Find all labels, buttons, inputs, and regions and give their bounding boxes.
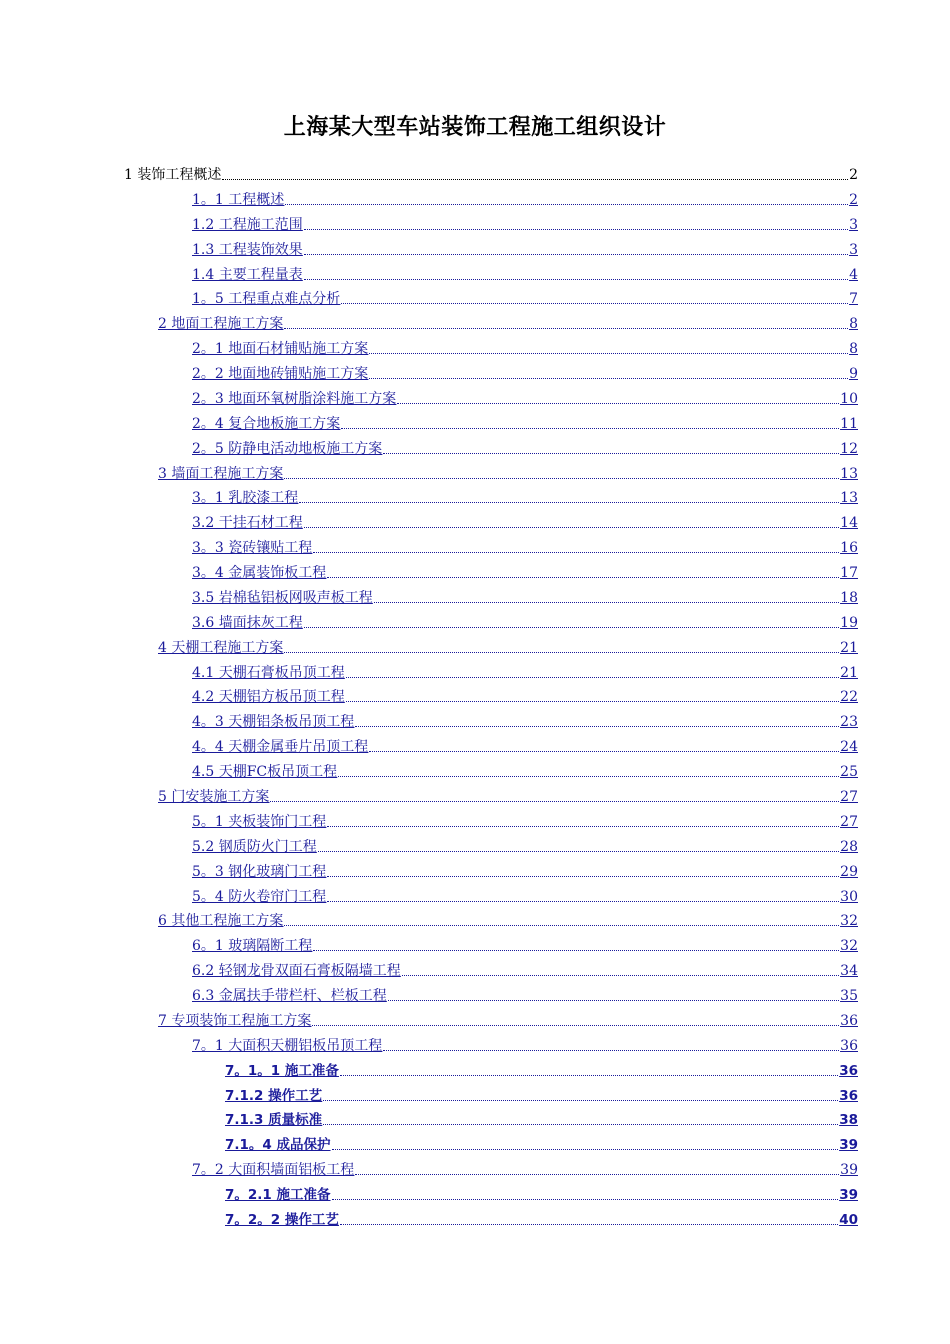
toc-entry-label: 7.1.3 质量标准	[225, 1112, 323, 1129]
toc-entry-label: 4。3 天棚铝条板吊顶工程	[192, 714, 355, 731]
toc-dot-leader	[341, 303, 848, 304]
toc-dot-leader	[369, 378, 848, 379]
toc-entry-page: 16	[840, 540, 858, 557]
toc-entry[interactable]	[158, 635, 858, 657]
toc-entry-page: 36	[840, 1037, 858, 1054]
toc-entry-page: 4	[849, 266, 858, 283]
toc-entry-label: 5.2 钢质防火门工程	[192, 838, 317, 855]
toc-entry[interactable]	[225, 1107, 858, 1129]
toc-entry-page: 22	[840, 689, 858, 706]
toc-entry-label: 7.1。4 成品保护	[225, 1137, 331, 1154]
toc-dot-leader	[284, 478, 839, 479]
toc-entry-label: 2。4 复合地板施工方案	[192, 415, 341, 432]
toc-entry[interactable]	[192, 535, 858, 557]
toc-entry-label: 2。2 地面地砖铺贴施工方案	[192, 366, 369, 383]
toc-entry-label: 4.1 天棚石膏板吊顶工程	[192, 664, 345, 681]
toc-entry-page: 13	[840, 465, 858, 482]
toc-entry[interactable]	[158, 908, 858, 930]
toc-entry-label: 1.3 工程装饰效果	[192, 241, 303, 258]
toc-dot-leader	[346, 677, 839, 678]
toc-entry-page: 24	[840, 739, 858, 756]
toc-dot-leader	[340, 1075, 838, 1076]
toc-entry-label: 7。2.1 施工准备	[225, 1187, 331, 1204]
toc-entry-label: 7.1.2 操作工艺	[225, 1087, 323, 1104]
toc-entry-page: 3	[849, 216, 858, 233]
toc-entry-label: 3.2 干挂石材工程	[192, 515, 303, 532]
toc-entry-page: 10	[840, 390, 858, 407]
toc-entry[interactable]	[192, 859, 858, 881]
toc-entry[interactable]	[192, 660, 858, 682]
document-title: 上海某大型车站装饰工程施工组织设计	[283, 115, 667, 140]
toc-entry[interactable]	[225, 1182, 858, 1204]
toc-entry-label: 2。5 防静电活动地板施工方案	[192, 440, 383, 457]
toc-entry[interactable]	[192, 386, 858, 408]
toc-dot-leader	[304, 527, 839, 528]
toc-dot-leader	[383, 1050, 839, 1051]
toc-dot-leader	[327, 577, 839, 578]
toc-dot-leader	[397, 403, 839, 404]
toc-entry-label: 7。1。1 施工准备	[225, 1062, 339, 1079]
toc-entry-label: 1 装饰工程概述	[124, 167, 222, 183]
toc-entry[interactable]	[192, 336, 858, 358]
toc-entry[interactable]	[192, 884, 858, 906]
toc-entry-page: 27	[840, 813, 858, 830]
toc-entry-label: 7。1 大面积天棚铝板吊顶工程	[192, 1037, 383, 1054]
toc-dot-leader	[355, 726, 839, 727]
toc-entry-label: 7。2。2 操作工艺	[225, 1211, 339, 1228]
toc-entry-label: 6.2 轻钢龙骨双面石膏板隔墙工程	[192, 963, 401, 980]
toc-entry-label: 6。1 玻璃隔断工程	[192, 938, 313, 955]
toc-entry[interactable]	[158, 1008, 858, 1030]
toc-dot-leader	[332, 1149, 839, 1150]
toc-entry-label: 6 其他工程施工方案	[158, 913, 284, 930]
toc-entry[interactable]	[225, 1058, 858, 1080]
toc-entry-page: 34	[840, 963, 858, 980]
toc-entry-label: 3。3 瓷砖镶贴工程	[192, 540, 313, 557]
toc-entry[interactable]	[192, 361, 858, 383]
toc-dot-leader	[284, 925, 839, 926]
toc-entry-page: 19	[840, 614, 858, 631]
toc-entry-label: 2。3 地面环氧树脂涂料施工方案	[192, 390, 397, 407]
toc-entry-label: 7。2 大面积墙面铝板工程	[192, 1162, 355, 1179]
toc-dot-leader	[374, 602, 839, 603]
toc-entry-page: 11	[840, 415, 858, 432]
toc-entry[interactable]	[192, 411, 858, 433]
toc-entry[interactable]	[192, 958, 858, 980]
toc-entry-page: 28	[840, 838, 858, 855]
toc-entry-page: 40	[839, 1211, 858, 1228]
toc-dot-leader	[327, 876, 839, 877]
toc-entry[interactable]	[192, 1033, 858, 1055]
toc-entry-page: 12	[840, 440, 858, 457]
toc-entry-page: 7	[849, 291, 858, 308]
toc-dot-leader	[313, 552, 839, 553]
toc-entry-page: 30	[840, 888, 858, 905]
toc-entry-label: 3.5 岩棉毡铝板网吸声板工程	[192, 589, 373, 606]
toc-entry[interactable]	[158, 311, 858, 333]
toc-dot-leader	[270, 801, 839, 802]
toc-entry-page: 36	[839, 1062, 858, 1079]
toc-dot-leader	[304, 279, 848, 280]
toc-entry[interactable]	[192, 1157, 858, 1179]
toc-entry[interactable]	[192, 933, 858, 955]
toc-dot-leader	[284, 652, 839, 653]
toc-entry-page: 2	[849, 167, 858, 183]
toc-entry[interactable]	[192, 560, 858, 582]
toc-entry-page: 32	[840, 913, 858, 930]
toc-entry-label: 2 地面工程施工方案	[158, 316, 284, 333]
toc-entry[interactable]	[192, 436, 858, 458]
toc-entry-label: 4.2 天棚铝方板吊顶工程	[192, 689, 345, 706]
toc-entry-page: 2	[849, 191, 858, 208]
toc-entry-page: 13	[840, 490, 858, 507]
toc-entry-page: 39	[840, 1162, 858, 1179]
toc-entry[interactable]	[192, 485, 858, 507]
toc-entry-page: 25	[840, 764, 858, 781]
toc-dot-leader	[304, 254, 848, 255]
toc-entry[interactable]	[192, 510, 858, 532]
toc-dot-leader	[299, 502, 839, 503]
toc-entry[interactable]	[192, 187, 858, 209]
toc-entry-page: 39	[839, 1187, 858, 1204]
toc-dot-leader	[369, 751, 839, 752]
toc-entry-label: 3。1 乳胶漆工程	[192, 490, 299, 507]
toc-entry-page: 35	[840, 988, 858, 1005]
toc-entry-page: 9	[849, 366, 858, 383]
toc-entry-page: 21	[840, 639, 858, 656]
toc-dot-leader	[346, 701, 839, 702]
toc-entry-label: 1。1 工程概述	[192, 191, 285, 208]
toc-entry-page: 18	[840, 589, 858, 606]
toc-entry-page: 17	[840, 565, 858, 582]
toc-entry-page: 32	[840, 938, 858, 955]
toc-entry[interactable]	[192, 734, 858, 756]
toc-dot-leader	[323, 1100, 838, 1101]
toc-entry-label: 3 墙面工程施工方案	[158, 465, 284, 482]
toc-entry[interactable]	[158, 461, 858, 483]
toc-entry-label: 1.4 主要工程量表	[192, 266, 303, 283]
toc-dot-leader	[340, 1224, 838, 1225]
toc-entry-page: 36	[840, 1012, 858, 1029]
toc-entry[interactable]	[192, 610, 858, 632]
toc-entry-label: 4。4 天棚金属垂片吊顶工程	[192, 739, 369, 756]
toc-entry	[124, 162, 858, 184]
toc-entry[interactable]	[158, 784, 858, 806]
toc-dot-leader	[285, 204, 848, 205]
toc-entry[interactable]	[192, 262, 858, 284]
toc-entry-label: 4.5 天棚FC板吊顶工程	[192, 764, 338, 781]
toc-entry[interactable]	[192, 237, 858, 259]
toc-entry-label: 5。3 钢化玻璃门工程	[192, 863, 327, 880]
toc-dot-leader	[327, 901, 839, 902]
toc-entry-label: 6.3 金属扶手带栏杆、栏板工程	[192, 988, 387, 1005]
toc-dot-leader	[355, 1174, 839, 1175]
toc-entry[interactable]	[192, 809, 858, 831]
toc-entry-page: 8	[849, 341, 858, 358]
toc-entry-page: 23	[840, 714, 858, 731]
toc-dot-leader	[402, 975, 839, 976]
toc-dot-leader	[383, 453, 839, 454]
toc-dot-leader	[304, 229, 848, 230]
toc-entry-page: 39	[839, 1137, 858, 1154]
toc-entry-page: 27	[840, 789, 858, 805]
toc-entry-label: 2。1 地面石材铺贴施工方案	[192, 341, 369, 358]
toc-entry-page: 21	[840, 664, 858, 681]
toc-entry[interactable]	[225, 1083, 858, 1105]
toc-dot-leader	[338, 776, 839, 777]
toc-entry-page: 29	[840, 863, 858, 880]
toc-entry-page: 3	[849, 241, 858, 258]
toc-entry-label: 1。5 工程重点难点分析	[192, 291, 341, 308]
toc-entry[interactable]	[225, 1207, 858, 1229]
toc-entry-label: 5 门安装施工方案	[158, 789, 270, 805]
toc-dot-leader	[318, 851, 839, 852]
toc-entry-page: 8	[849, 316, 858, 333]
toc-entry[interactable]	[192, 684, 858, 706]
toc-entry[interactable]	[192, 286, 858, 308]
toc-dot-leader	[388, 1000, 839, 1001]
toc-entry[interactable]	[192, 759, 858, 781]
toc-entry[interactable]	[192, 983, 858, 1005]
toc-dot-leader	[313, 950, 839, 951]
toc-entry-label: 3.6 墙面抹灰工程	[192, 614, 303, 631]
toc-dot-leader	[332, 1199, 839, 1200]
toc-dot-leader	[284, 328, 848, 329]
toc-entry[interactable]	[225, 1132, 858, 1154]
toc-dot-leader	[327, 826, 839, 827]
toc-dot-leader	[369, 353, 848, 354]
toc-entry-label: 5。1 夹板装饰门工程	[192, 813, 327, 830]
toc-entry-page: 36	[839, 1087, 858, 1104]
toc-dot-leader	[222, 179, 848, 180]
toc-entry-label: 3。4 金属装饰板工程	[192, 565, 327, 582]
toc-dot-leader	[312, 1025, 839, 1026]
toc-entry[interactable]	[192, 212, 858, 234]
toc-entry-label: 4 天棚工程施工方案	[158, 639, 284, 656]
toc-entry-page: 14	[840, 515, 858, 532]
toc-dot-leader	[304, 627, 839, 628]
toc-entry-page: 38	[839, 1112, 858, 1129]
toc-dot-leader	[341, 428, 839, 429]
toc-entry-label: 1.2 工程施工范围	[192, 216, 303, 233]
toc-entry-label: 5。4 防火卷帘门工程	[192, 888, 327, 905]
toc-entry-label: 7 专项装饰工程施工方案	[158, 1012, 312, 1029]
toc-entry[interactable]	[192, 834, 858, 856]
toc-dot-leader	[323, 1124, 838, 1125]
toc-entry[interactable]	[192, 585, 858, 607]
toc-entry[interactable]	[192, 709, 858, 731]
